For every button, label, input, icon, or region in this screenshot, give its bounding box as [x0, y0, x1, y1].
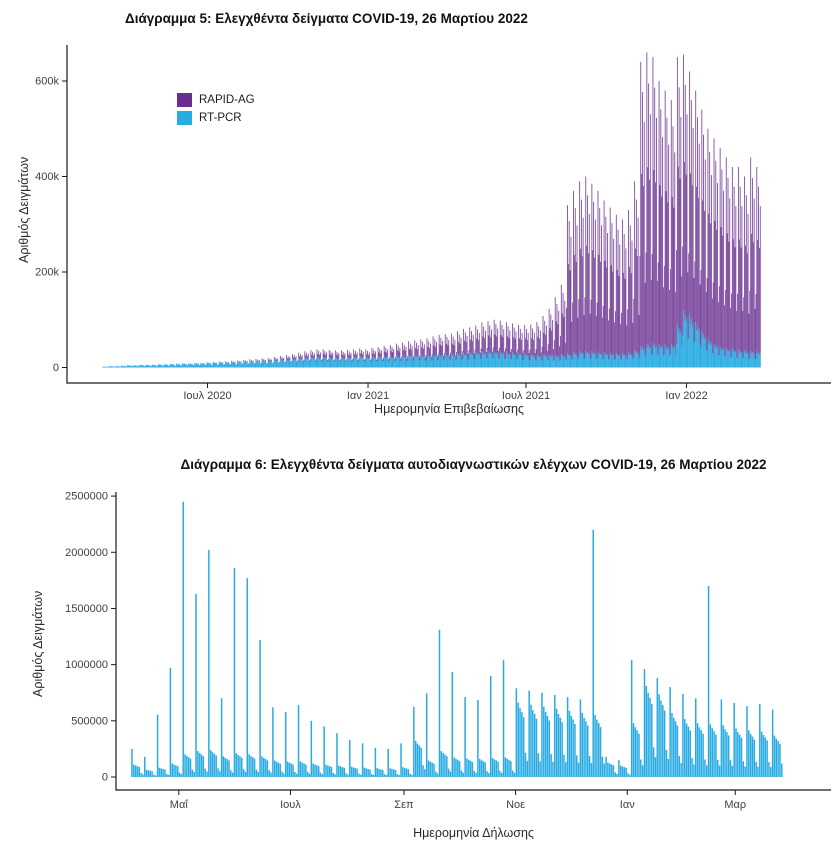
legend-swatch-rt-pcr — [177, 111, 192, 125]
svg-text:600k: 600k — [35, 75, 59, 88]
svg-text:0: 0 — [101, 771, 108, 784]
chart6-title: Διάγραμμα 6: Ελεγχθέντα δείγματα αυτοδιαγνωστικών ελέγχων COVID-19, 26 Μαρτίου 2022 — [180, 457, 767, 472]
legend-item-rapid-ag — [177, 92, 255, 108]
svg-text:Ιαν 2021: Ιαν 2021 — [346, 390, 390, 402]
legend-label-rt-pcr: RT-PCR — [199, 112, 242, 124]
svg-text:Μαρ: Μαρ — [724, 799, 747, 811]
svg-text:1500000: 1500000 — [65, 602, 108, 615]
svg-text:Μαΐ: Μαΐ — [169, 799, 188, 811]
legend-swatch-rapid-ag — [177, 93, 192, 107]
svg-text:0: 0 — [52, 362, 59, 374]
svg-text:2500000: 2500000 — [65, 490, 108, 503]
svg-text:Ιαν 2022: Ιαν 2022 — [665, 390, 708, 402]
svg-text:Ιαν: Ιαν — [619, 799, 635, 811]
svg-text:Σεπ: Σεπ — [394, 799, 414, 811]
chart6-x-axis-label: Ημερομηνία Δήλωσης — [413, 826, 534, 840]
svg-text:500000: 500000 — [71, 715, 108, 728]
chart6-bars-self-tests — [131, 502, 782, 777]
legend-label-rapid-ag: RAPID-AG — [199, 94, 255, 106]
svg-text:Ιουλ 2020: Ιουλ 2020 — [183, 390, 232, 402]
legend-item-rt-pcr — [177, 110, 255, 126]
chart5-title: Διάγραμμα 5: Ελεγχθέντα δείγματα COVID-19, 26 Μαρτίου 2022 — [125, 11, 528, 26]
chart6-y-axis-label: Αριθμός Δειγμάτων — [31, 590, 45, 697]
chart5-y-axis-label: Αριθμός Δειγμάτων — [17, 156, 31, 263]
svg-text:1000000: 1000000 — [65, 659, 108, 672]
svg-text:Ιουλ 2021: Ιουλ 2021 — [501, 390, 551, 402]
svg-text:200k: 200k — [35, 266, 59, 279]
chart5-legend — [177, 92, 255, 128]
chart5-bars-rapid-ag — [212, 52, 761, 365]
svg-text:2000000: 2000000 — [65, 546, 108, 559]
chart5-x-axis-label: Ημερομηνία Επιβεβαίωσης — [374, 402, 524, 416]
svg-text:Ιουλ: Ιουλ — [280, 799, 301, 811]
svg-text:Νοε: Νοε — [506, 799, 526, 811]
svg-text:400k: 400k — [35, 171, 59, 183]
